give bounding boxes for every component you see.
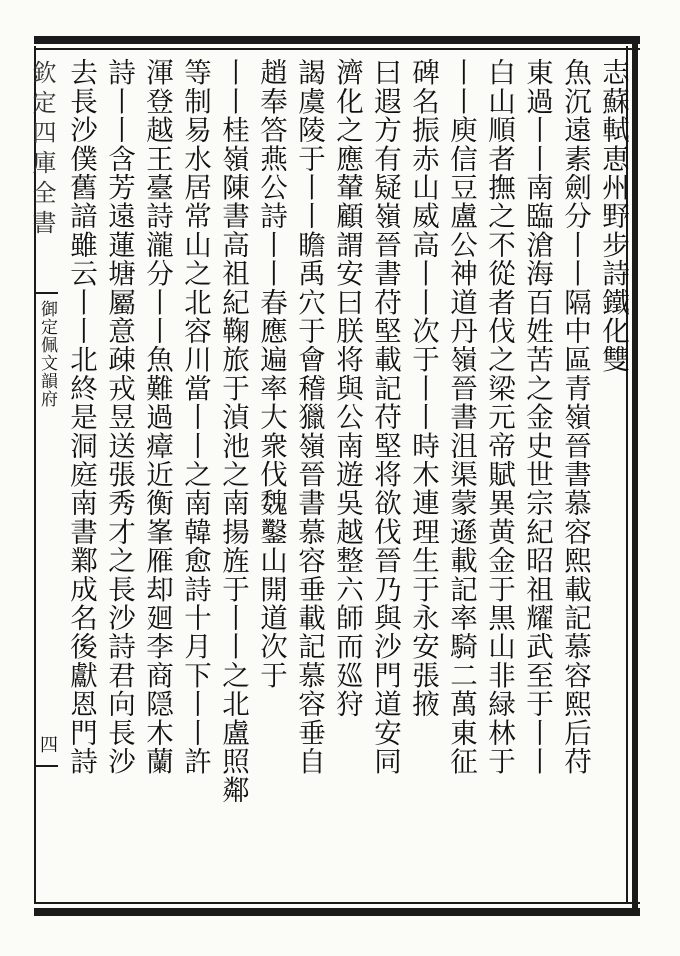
margin-series-title: 欽定四庫全書 (28, 60, 56, 240)
text-column: 等制易水居常山之北容川當丨丨之南韓愈詩十月下丨丨許 (179, 58, 211, 776)
bottom-border-thin (34, 902, 640, 904)
text-column: 志蘇軾恵州野步詩鐵化雙 (597, 58, 629, 374)
page-number: 四 (37, 735, 58, 753)
page-number-rule (36, 765, 58, 767)
right-border-thick (632, 36, 638, 916)
margin-book-title: 御定佩文韻府 (37, 300, 57, 408)
margin-separator (36, 292, 58, 294)
text-column: 白山順者撫之不從者伐之梁元帝賦異黄金于黒山非緑林于 (483, 58, 515, 776)
text-column: 丨丨桂嶺陳書高祖紀鞠旅于湞池之南揚旌于丨丨之北盧照鄰 (217, 58, 249, 805)
text-column: 魚沉遠素劍分丨丨隔中區青嶺晉書慕容熙載記慕容熙后苻 (559, 58, 591, 776)
text-column: 濟化之應輦顧謂安曰朕将與公南遊吳越整六師而廵狩 (331, 58, 363, 719)
text-column: 丨丨庾信豆盧公神道丹嶺晉書沮渠蒙遜載記率騎二萬東征 (445, 58, 477, 776)
text-column: 去長沙僕舊諳雖云丨丨北終是洞庭南書鄴成名後獻恩門詩 (65, 58, 97, 776)
text-column: 東過丨丨南臨滄海百姓苦之金史世宗紀昭祖耀武至于丨丨 (521, 58, 553, 776)
text-column: 趙奉答燕公詩丨丨春應遍率大衆伐魏鑿山開道次于 (255, 58, 287, 690)
top-border-thick (34, 36, 640, 44)
bottom-border-thick (34, 908, 640, 916)
text-column: 碑名振赤山威高丨丨次于丨丨時木連理生于永安張掖 (407, 58, 439, 719)
text-column: 謁虞陵于丨丨瞻禹穴于會稽獵嶺晉書慕容垂載記慕容垂自 (293, 58, 325, 776)
text-column: 詩丨丨含芳遠蓮塘屬意疎戎昱送張秀才之長沙詩君向長沙 (103, 58, 135, 776)
text-column: 曰遐方有疑嶺晉書苻堅載記苻堅将欲伐晉乃與沙門道安同 (369, 58, 401, 776)
text-column: 渾登越王臺詩瀧分丨丨魚難過瘴近衡峯雁却廻李商隠木蘭 (141, 58, 173, 776)
top-border-thin (34, 48, 640, 50)
